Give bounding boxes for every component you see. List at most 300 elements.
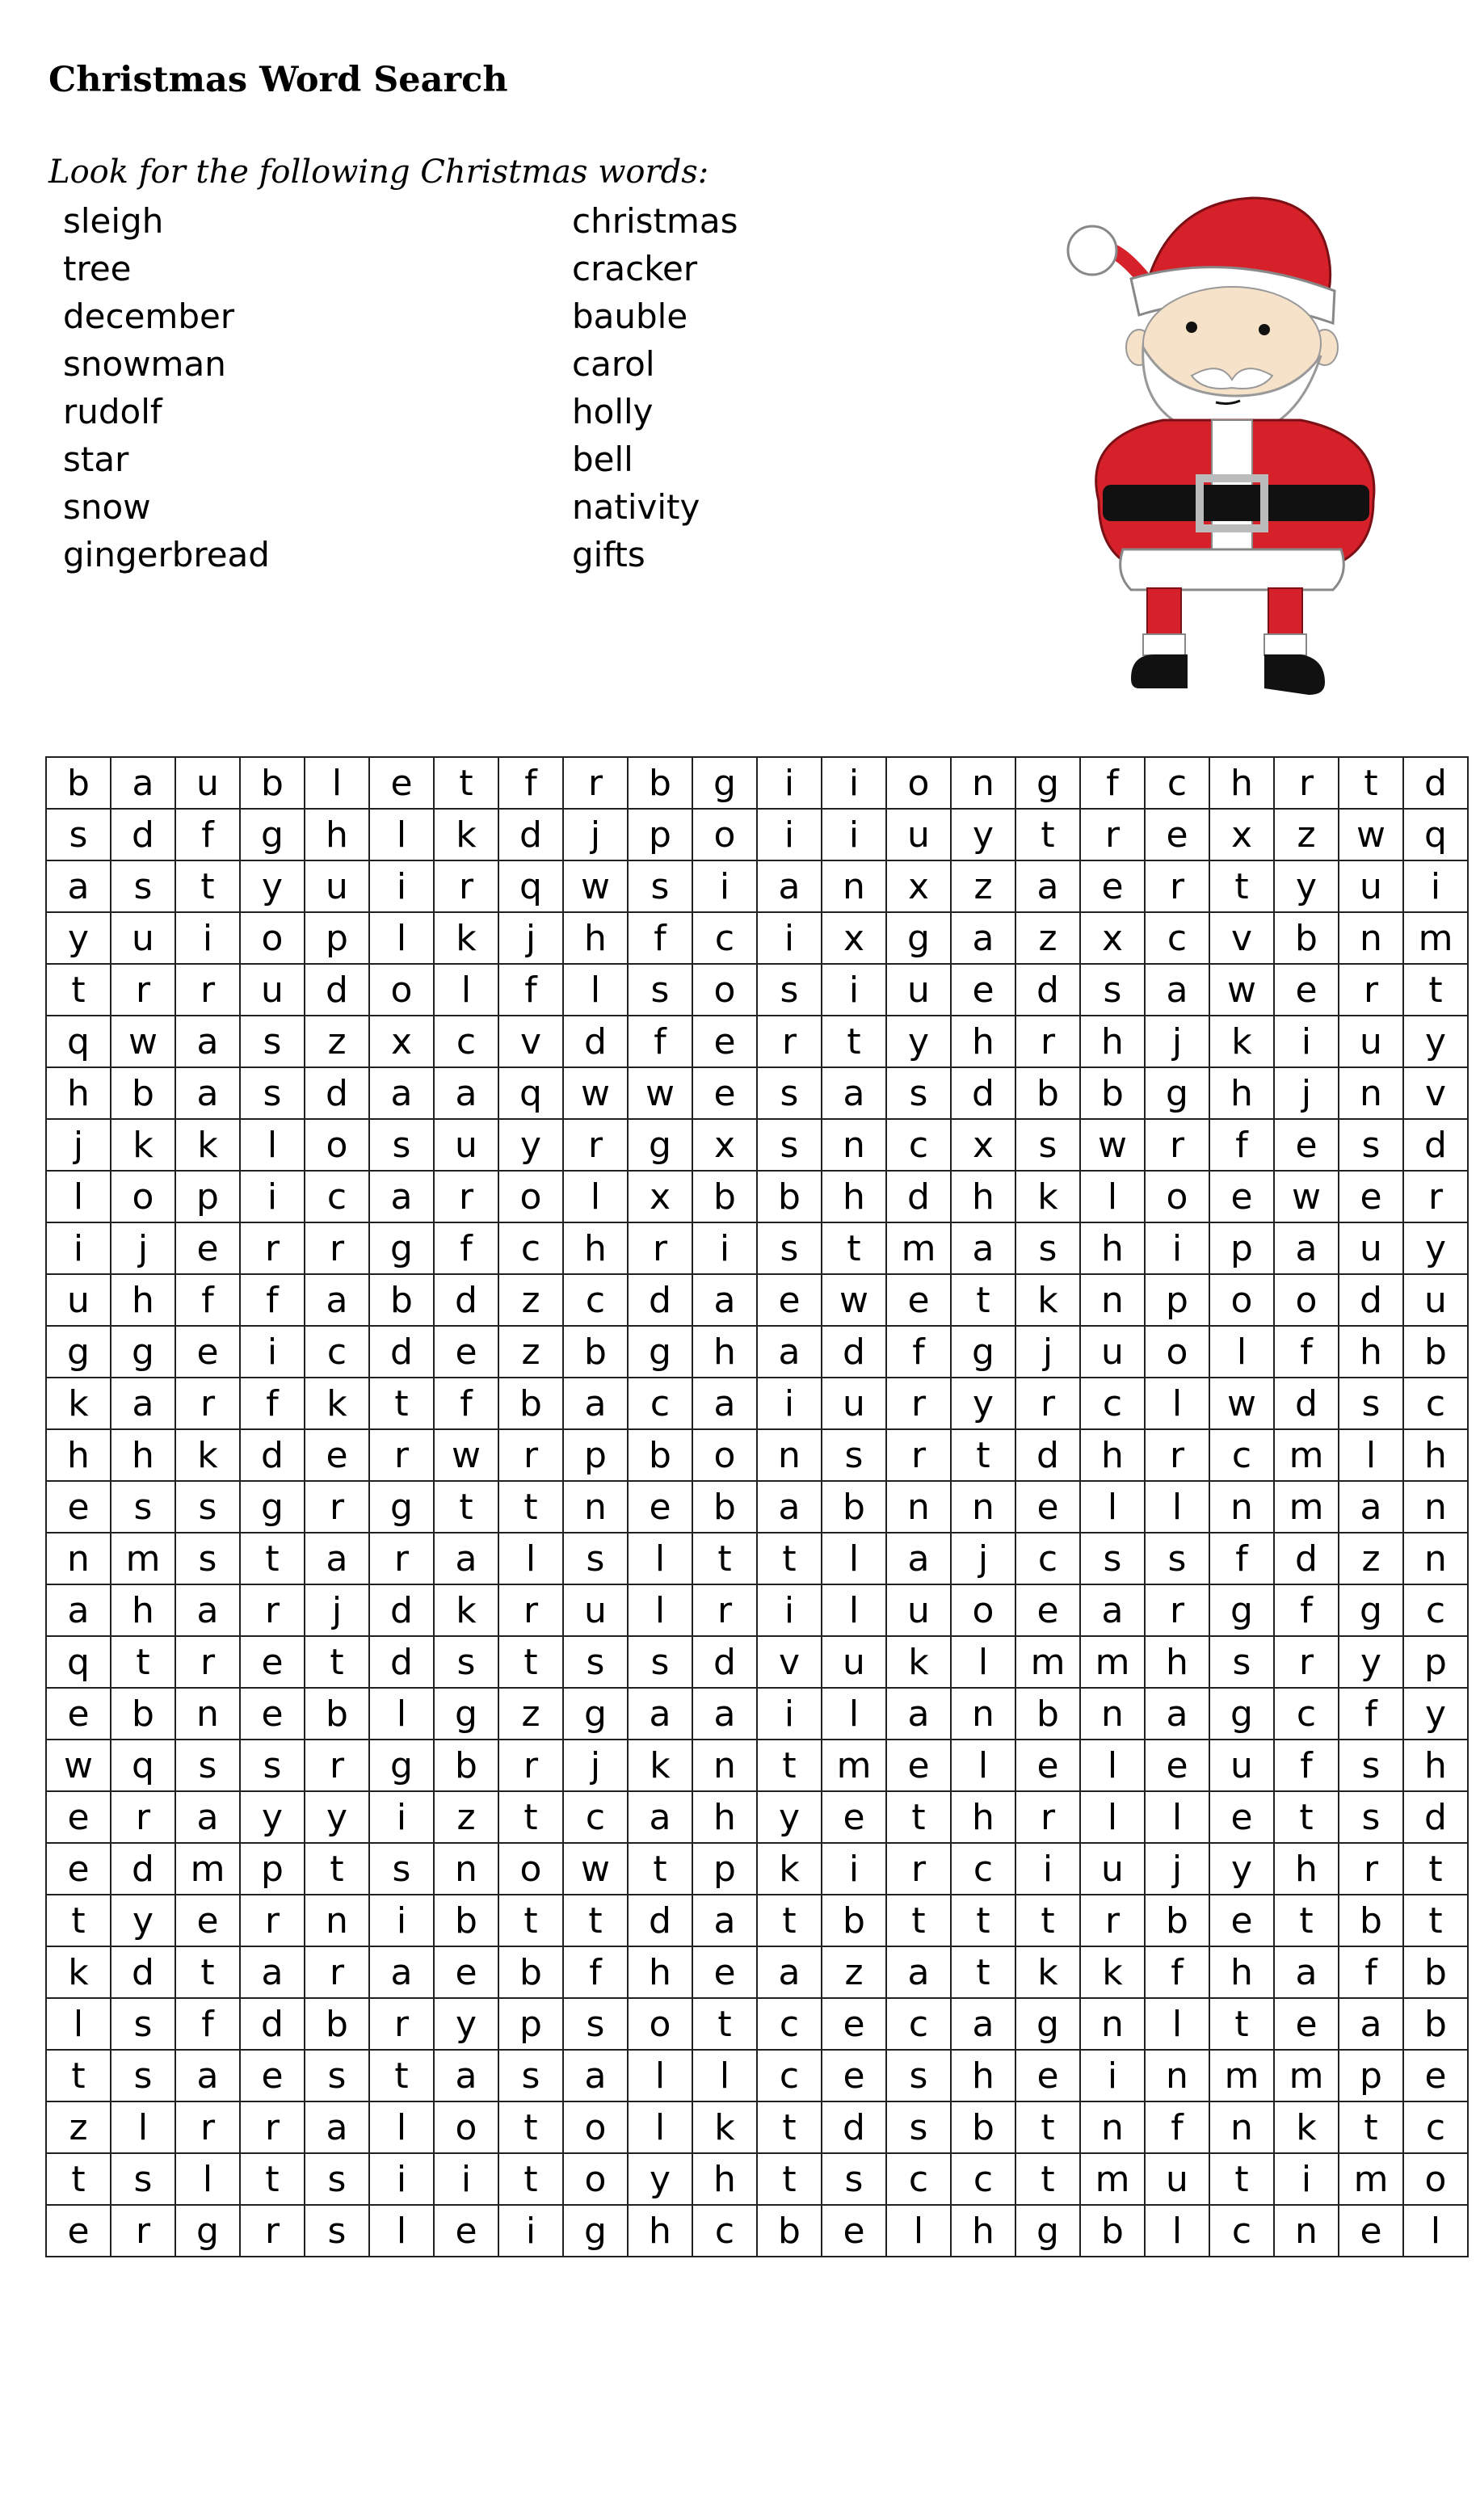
grid-cell[interactable]: a — [1145, 1688, 1209, 1740]
grid-cell[interactable]: a — [1274, 1222, 1339, 1274]
grid-cell[interactable]: p — [1339, 2050, 1403, 2101]
grid-cell[interactable]: t — [434, 757, 498, 809]
grid-cell[interactable]: n — [305, 1895, 369, 1946]
grid-cell[interactable]: o — [305, 1119, 369, 1171]
grid-cell[interactable]: r — [886, 1378, 951, 1429]
grid-cell[interactable]: v — [757, 1636, 822, 1688]
grid-cell[interactable]: p — [1403, 1636, 1468, 1688]
grid-cell[interactable]: t — [46, 1895, 111, 1946]
grid-cell[interactable]: e — [692, 1067, 757, 1119]
grid-cell[interactable]: i — [240, 1171, 305, 1222]
grid-cell[interactable]: h — [1209, 757, 1274, 809]
grid-cell[interactable]: s — [1339, 1740, 1403, 1791]
grid-cell[interactable]: u — [1080, 1843, 1145, 1895]
grid-cell[interactable]: s — [1209, 1636, 1274, 1688]
grid-cell[interactable]: k — [628, 1740, 692, 1791]
grid-cell[interactable]: t — [498, 2101, 563, 2153]
grid-cell[interactable]: d — [1339, 1274, 1403, 1326]
grid-cell[interactable]: b — [1145, 1895, 1209, 1946]
grid-cell[interactable]: b — [951, 2101, 1015, 2153]
grid-cell[interactable]: a — [46, 1584, 111, 1636]
grid-cell[interactable]: r — [886, 1843, 951, 1895]
grid-cell[interactable]: n — [434, 1843, 498, 1895]
grid-cell[interactable]: l — [1080, 1740, 1145, 1791]
grid-cell[interactable]: b — [822, 1895, 886, 1946]
grid-cell[interactable]: s — [1339, 1119, 1403, 1171]
grid-cell[interactable]: u — [563, 1584, 628, 1636]
grid-cell[interactable]: b — [822, 1481, 886, 1533]
grid-cell[interactable]: i — [498, 2205, 563, 2257]
grid-cell[interactable]: t — [951, 1274, 1015, 1326]
grid-cell[interactable]: o — [563, 2101, 628, 2153]
grid-cell[interactable]: f — [628, 1016, 692, 1067]
grid-cell[interactable]: h — [951, 1791, 1015, 1843]
grid-cell[interactable]: o — [628, 1998, 692, 2050]
grid-cell[interactable]: x — [951, 1119, 1015, 1171]
grid-cell[interactable]: e — [46, 1843, 111, 1895]
grid-cell[interactable]: s — [1080, 964, 1145, 1016]
grid-cell[interactable]: w — [1274, 1171, 1339, 1222]
grid-cell[interactable]: e — [757, 1274, 822, 1326]
grid-cell[interactable]: g — [628, 1326, 692, 1378]
grid-cell[interactable]: e — [822, 1791, 886, 1843]
grid-cell[interactable]: a — [1145, 964, 1209, 1016]
grid-cell[interactable]: y — [1274, 860, 1339, 912]
grid-cell[interactable]: a — [1339, 1998, 1403, 2050]
grid-cell[interactable]: t — [951, 1429, 1015, 1481]
grid-cell[interactable]: y — [46, 912, 111, 964]
grid-cell[interactable]: y — [1403, 1016, 1468, 1067]
grid-cell[interactable]: q — [111, 1740, 175, 1791]
grid-cell[interactable]: i — [822, 964, 886, 1016]
grid-cell[interactable]: h — [1339, 1326, 1403, 1378]
grid-cell[interactable]: t — [1209, 1998, 1274, 2050]
grid-cell[interactable]: l — [498, 1533, 563, 1584]
grid-cell[interactable]: j — [498, 912, 563, 964]
grid-cell[interactable]: b — [1015, 1067, 1080, 1119]
grid-cell[interactable]: d — [111, 1843, 175, 1895]
grid-cell[interactable]: h — [951, 2205, 1015, 2257]
grid-cell[interactable]: r — [175, 2101, 240, 2153]
grid-cell[interactable]: s — [111, 860, 175, 912]
grid-cell[interactable]: l — [1209, 1326, 1274, 1378]
grid-cell[interactable]: f — [1274, 1740, 1339, 1791]
grid-cell[interactable]: h — [1080, 1016, 1145, 1067]
grid-cell[interactable]: l — [369, 1688, 434, 1740]
grid-cell[interactable]: t — [46, 2153, 111, 2205]
grid-cell[interactable]: s — [111, 2153, 175, 2205]
grid-cell[interactable]: t — [951, 1946, 1015, 1998]
grid-cell[interactable]: y — [886, 1016, 951, 1067]
grid-cell[interactable]: d — [1274, 1378, 1339, 1429]
grid-cell[interactable]: r — [240, 1584, 305, 1636]
grid-cell[interactable]: g — [434, 1688, 498, 1740]
grid-cell[interactable]: l — [1145, 1791, 1209, 1843]
grid-cell[interactable]: x — [1080, 912, 1145, 964]
grid-cell[interactable]: w — [563, 1843, 628, 1895]
grid-cell[interactable]: b — [757, 1171, 822, 1222]
grid-cell[interactable]: t — [1403, 1895, 1468, 1946]
grid-cell[interactable]: c — [563, 1791, 628, 1843]
grid-cell[interactable]: r — [175, 964, 240, 1016]
grid-cell[interactable]: d — [305, 964, 369, 1016]
grid-cell[interactable]: s — [757, 964, 822, 1016]
grid-cell[interactable]: i — [1145, 1222, 1209, 1274]
grid-cell[interactable]: t — [175, 860, 240, 912]
grid-cell[interactable]: r — [175, 1378, 240, 1429]
grid-cell[interactable]: r — [498, 1584, 563, 1636]
grid-cell[interactable]: o — [692, 809, 757, 860]
grid-cell[interactable]: c — [1403, 2101, 1468, 2153]
grid-cell[interactable]: c — [1209, 2205, 1274, 2257]
grid-cell[interactable]: l — [628, 2101, 692, 2153]
grid-cell[interactable]: e — [1339, 2205, 1403, 2257]
grid-cell[interactable]: e — [1274, 964, 1339, 1016]
grid-cell[interactable]: u — [1209, 1740, 1274, 1791]
grid-cell[interactable]: a — [628, 1688, 692, 1740]
grid-cell[interactable]: c — [1403, 1378, 1468, 1429]
grid-cell[interactable]: e — [240, 1688, 305, 1740]
grid-cell[interactable]: g — [369, 1222, 434, 1274]
grid-cell[interactable]: t — [369, 2050, 434, 2101]
grid-cell[interactable]: k — [1080, 1946, 1145, 1998]
grid-cell[interactable]: j — [46, 1119, 111, 1171]
grid-cell[interactable]: a — [757, 860, 822, 912]
grid-cell[interactable]: h — [951, 1016, 1015, 1067]
grid-cell[interactable]: c — [951, 2153, 1015, 2205]
grid-cell[interactable]: m — [1080, 1636, 1145, 1688]
grid-cell[interactable]: t — [757, 1740, 822, 1791]
grid-cell[interactable]: h — [1403, 1429, 1468, 1481]
grid-cell[interactable]: m — [1339, 2153, 1403, 2205]
grid-cell[interactable]: j — [1015, 1326, 1080, 1378]
grid-cell[interactable]: e — [1403, 2050, 1468, 2101]
grid-cell[interactable]: r — [111, 1791, 175, 1843]
grid-cell[interactable]: f — [1274, 1326, 1339, 1378]
grid-cell[interactable]: t — [1274, 1895, 1339, 1946]
grid-cell[interactable]: e — [1209, 1895, 1274, 1946]
grid-cell[interactable]: h — [111, 1429, 175, 1481]
grid-cell[interactable]: n — [1403, 1481, 1468, 1533]
grid-cell[interactable]: f — [1080, 757, 1145, 809]
grid-cell[interactable]: h — [692, 2153, 757, 2205]
grid-cell[interactable]: x — [1209, 809, 1274, 860]
grid-cell[interactable]: e — [886, 1740, 951, 1791]
grid-cell[interactable]: k — [434, 1584, 498, 1636]
grid-cell[interactable]: o — [1403, 2153, 1468, 2205]
grid-cell[interactable]: a — [563, 2050, 628, 2101]
grid-cell[interactable]: c — [1145, 912, 1209, 964]
grid-cell[interactable]: k — [1015, 1171, 1080, 1222]
grid-cell[interactable]: e — [46, 1481, 111, 1533]
grid-cell[interactable]: f — [434, 1378, 498, 1429]
grid-cell[interactable]: t — [822, 1222, 886, 1274]
grid-cell[interactable]: e — [1145, 1740, 1209, 1791]
grid-cell[interactable]: h — [628, 1946, 692, 1998]
grid-cell[interactable]: b — [1403, 1326, 1468, 1378]
grid-cell[interactable]: t — [757, 2101, 822, 2153]
grid-cell[interactable]: j — [1274, 1067, 1339, 1119]
grid-cell[interactable]: b — [498, 1946, 563, 1998]
grid-cell[interactable]: p — [1209, 1222, 1274, 1274]
grid-cell[interactable]: l — [434, 964, 498, 1016]
grid-cell[interactable]: g — [240, 1481, 305, 1533]
grid-cell[interactable]: f — [628, 912, 692, 964]
grid-cell[interactable]: d — [692, 1636, 757, 1688]
grid-cell[interactable]: n — [1080, 2101, 1145, 2153]
grid-cell[interactable]: b — [434, 1895, 498, 1946]
grid-cell[interactable]: p — [692, 1843, 757, 1895]
grid-cell[interactable]: s — [757, 1067, 822, 1119]
grid-cell[interactable]: r — [175, 1636, 240, 1688]
grid-cell[interactable]: r — [305, 1222, 369, 1274]
grid-cell[interactable]: t — [1274, 1791, 1339, 1843]
grid-cell[interactable]: a — [692, 1274, 757, 1326]
grid-cell[interactable]: e — [1145, 809, 1209, 860]
grid-cell[interactable]: k — [434, 809, 498, 860]
grid-cell[interactable]: k — [434, 912, 498, 964]
grid-cell[interactable]: w — [1080, 1119, 1145, 1171]
grid-cell[interactable]: s — [886, 2050, 951, 2101]
grid-cell[interactable]: s — [628, 1636, 692, 1688]
grid-cell[interactable]: p — [628, 809, 692, 860]
grid-cell[interactable]: n — [1274, 2205, 1339, 2257]
grid-cell[interactable]: b — [111, 1067, 175, 1119]
grid-cell[interactable]: n — [951, 1688, 1015, 1740]
grid-cell[interactable]: s — [757, 1119, 822, 1171]
grid-cell[interactable]: c — [305, 1171, 369, 1222]
grid-cell[interactable]: d — [434, 1274, 498, 1326]
grid-cell[interactable]: i — [692, 1222, 757, 1274]
grid-cell[interactable]: b — [305, 1688, 369, 1740]
grid-cell[interactable]: b — [757, 2205, 822, 2257]
grid-cell[interactable]: s — [175, 1533, 240, 1584]
grid-cell[interactable]: a — [757, 1946, 822, 1998]
grid-cell[interactable]: n — [1080, 1688, 1145, 1740]
grid-cell[interactable]: g — [46, 1326, 111, 1378]
grid-cell[interactable]: i — [434, 2153, 498, 2205]
grid-cell[interactable]: v — [1403, 1067, 1468, 1119]
grid-cell[interactable]: o — [498, 1171, 563, 1222]
grid-cell[interactable]: k — [175, 1119, 240, 1171]
grid-cell[interactable]: h — [692, 1326, 757, 1378]
grid-cell[interactable]: j — [1145, 1843, 1209, 1895]
grid-cell[interactable]: r — [757, 1016, 822, 1067]
grid-cell[interactable]: i — [757, 757, 822, 809]
grid-cell[interactable]: k — [305, 1378, 369, 1429]
grid-cell[interactable]: p — [175, 1171, 240, 1222]
grid-cell[interactable]: s — [1015, 1222, 1080, 1274]
grid-cell[interactable]: u — [434, 1119, 498, 1171]
grid-cell[interactable]: b — [692, 1171, 757, 1222]
grid-cell[interactable]: r — [240, 2205, 305, 2257]
grid-cell[interactable]: a — [757, 1481, 822, 1533]
grid-cell[interactable]: e — [434, 2205, 498, 2257]
grid-cell[interactable]: r — [1145, 1429, 1209, 1481]
grid-cell[interactable]: t — [175, 1946, 240, 1998]
grid-cell[interactable]: m — [1080, 2153, 1145, 2205]
grid-cell[interactable]: d — [369, 1326, 434, 1378]
grid-cell[interactable]: o — [692, 964, 757, 1016]
grid-cell[interactable]: r — [498, 1740, 563, 1791]
grid-cell[interactable]: t — [628, 1843, 692, 1895]
grid-cell[interactable]: i — [1403, 860, 1468, 912]
grid-cell[interactable]: f — [1274, 1584, 1339, 1636]
grid-cell[interactable]: s — [46, 809, 111, 860]
grid-cell[interactable]: d — [1015, 1429, 1080, 1481]
grid-cell[interactable]: j — [1145, 1016, 1209, 1067]
grid-cell[interactable]: a — [369, 1171, 434, 1222]
grid-cell[interactable]: k — [757, 1843, 822, 1895]
grid-cell[interactable]: n — [1339, 1067, 1403, 1119]
grid-cell[interactable]: d — [240, 1998, 305, 2050]
grid-cell[interactable]: a — [434, 2050, 498, 2101]
grid-cell[interactable]: p — [498, 1998, 563, 2050]
grid-cell[interactable]: i — [822, 1843, 886, 1895]
grid-cell[interactable]: h — [111, 1274, 175, 1326]
grid-cell[interactable]: f — [434, 1222, 498, 1274]
grid-cell[interactable]: h — [1403, 1740, 1468, 1791]
grid-cell[interactable]: s — [628, 964, 692, 1016]
grid-cell[interactable]: h — [1080, 1429, 1145, 1481]
grid-cell[interactable]: r — [1015, 1791, 1080, 1843]
grid-cell[interactable]: w — [563, 860, 628, 912]
grid-cell[interactable]: l — [628, 2050, 692, 2101]
grid-cell[interactable]: l — [822, 1533, 886, 1584]
grid-cell[interactable]: a — [951, 1222, 1015, 1274]
grid-cell[interactable]: a — [369, 1946, 434, 1998]
grid-cell[interactable]: o — [1209, 1274, 1274, 1326]
grid-cell[interactable]: c — [628, 1378, 692, 1429]
grid-cell[interactable]: b — [46, 757, 111, 809]
grid-cell[interactable]: f — [1339, 1688, 1403, 1740]
grid-cell[interactable]: n — [886, 1481, 951, 1533]
grid-cell[interactable]: q — [1403, 809, 1468, 860]
grid-cell[interactable]: u — [1403, 1274, 1468, 1326]
grid-cell[interactable]: e — [692, 1016, 757, 1067]
grid-cell[interactable]: t — [240, 1533, 305, 1584]
grid-cell[interactable]: r — [111, 964, 175, 1016]
grid-cell[interactable]: e — [175, 1326, 240, 1378]
grid-cell[interactable]: s — [822, 1429, 886, 1481]
grid-cell[interactable]: i — [369, 1791, 434, 1843]
grid-cell[interactable]: f — [175, 1274, 240, 1326]
grid-cell[interactable]: t — [305, 1843, 369, 1895]
grid-cell[interactable]: b — [1080, 1067, 1145, 1119]
grid-cell[interactable]: l — [175, 2153, 240, 2205]
grid-cell[interactable]: t — [951, 1895, 1015, 1946]
grid-cell[interactable]: c — [1274, 1688, 1339, 1740]
grid-cell[interactable]: e — [434, 1326, 498, 1378]
grid-cell[interactable]: z — [498, 1688, 563, 1740]
grid-cell[interactable]: c — [1080, 1378, 1145, 1429]
grid-cell[interactable]: h — [951, 2050, 1015, 2101]
grid-cell[interactable]: d — [628, 1895, 692, 1946]
grid-cell[interactable]: o — [434, 2101, 498, 2153]
grid-cell[interactable]: i — [369, 1895, 434, 1946]
grid-cell[interactable]: u — [1080, 1326, 1145, 1378]
grid-cell[interactable]: m — [1274, 1429, 1339, 1481]
grid-cell[interactable]: r — [434, 860, 498, 912]
grid-cell[interactable]: h — [563, 1222, 628, 1274]
grid-cell[interactable]: a — [175, 1584, 240, 1636]
grid-cell[interactable]: n — [1403, 1533, 1468, 1584]
grid-cell[interactable]: j — [563, 1740, 628, 1791]
grid-cell[interactable]: c — [951, 1843, 1015, 1895]
grid-cell[interactable]: o — [111, 1171, 175, 1222]
grid-cell[interactable]: y — [434, 1998, 498, 2050]
grid-cell[interactable]: i — [369, 860, 434, 912]
grid-cell[interactable]: c — [1403, 1584, 1468, 1636]
grid-cell[interactable]: e — [1015, 1740, 1080, 1791]
grid-cell[interactable]: i — [1015, 1843, 1080, 1895]
grid-cell[interactable]: o — [692, 1429, 757, 1481]
grid-cell[interactable]: c — [305, 1326, 369, 1378]
grid-cell[interactable]: c — [1209, 1429, 1274, 1481]
grid-cell[interactable]: n — [951, 1481, 1015, 1533]
grid-cell[interactable]: y — [498, 1119, 563, 1171]
grid-cell[interactable]: y — [1339, 1636, 1403, 1688]
grid-cell[interactable]: h — [1145, 1636, 1209, 1688]
grid-cell[interactable]: h — [563, 912, 628, 964]
grid-cell[interactable]: m — [111, 1533, 175, 1584]
grid-cell[interactable]: a — [822, 1067, 886, 1119]
grid-cell[interactable]: d — [111, 1946, 175, 1998]
grid-cell[interactable]: n — [1080, 1274, 1145, 1326]
grid-cell[interactable]: a — [1339, 1481, 1403, 1533]
grid-cell[interactable]: e — [822, 2050, 886, 2101]
grid-cell[interactable]: u — [46, 1274, 111, 1326]
grid-cell[interactable]: w — [628, 1067, 692, 1119]
grid-cell[interactable]: j — [951, 1533, 1015, 1584]
grid-cell[interactable]: e — [822, 2205, 886, 2257]
grid-cell[interactable]: k — [46, 1378, 111, 1429]
grid-cell[interactable]: s — [1339, 1791, 1403, 1843]
grid-cell[interactable]: i — [46, 1222, 111, 1274]
grid-cell[interactable]: l — [951, 1636, 1015, 1688]
grid-cell[interactable]: n — [1209, 1481, 1274, 1533]
grid-cell[interactable]: s — [1080, 1533, 1145, 1584]
grid-cell[interactable]: n — [1209, 2101, 1274, 2153]
grid-cell[interactable]: v — [498, 1016, 563, 1067]
grid-cell[interactable]: t — [886, 1791, 951, 1843]
grid-cell[interactable]: a — [175, 1791, 240, 1843]
grid-cell[interactable]: p — [563, 1429, 628, 1481]
grid-cell[interactable]: s — [886, 1067, 951, 1119]
grid-cell[interactable]: r — [886, 1429, 951, 1481]
grid-cell[interactable]: l — [1403, 2205, 1468, 2257]
grid-cell[interactable]: c — [1015, 1533, 1080, 1584]
grid-cell[interactable]: i — [1274, 1016, 1339, 1067]
grid-cell[interactable]: t — [498, 1895, 563, 1946]
grid-cell[interactable]: t — [822, 1016, 886, 1067]
grid-cell[interactable]: m — [1274, 1481, 1339, 1533]
grid-cell[interactable]: i — [757, 1378, 822, 1429]
grid-cell[interactable]: e — [46, 1791, 111, 1843]
grid-cell[interactable]: r — [628, 1222, 692, 1274]
grid-cell[interactable]: s — [305, 2153, 369, 2205]
grid-cell[interactable]: t — [240, 2153, 305, 2205]
grid-cell[interactable]: r — [1274, 1636, 1339, 1688]
grid-cell[interactable]: d — [1403, 757, 1468, 809]
grid-cell[interactable]: t — [498, 2153, 563, 2205]
grid-cell[interactable]: h — [951, 1171, 1015, 1222]
grid-cell[interactable]: g — [369, 1481, 434, 1533]
grid-cell[interactable]: r — [369, 1533, 434, 1584]
grid-cell[interactable]: a — [305, 1533, 369, 1584]
grid-cell[interactable]: a — [111, 757, 175, 809]
grid-cell[interactable]: f — [175, 1998, 240, 2050]
